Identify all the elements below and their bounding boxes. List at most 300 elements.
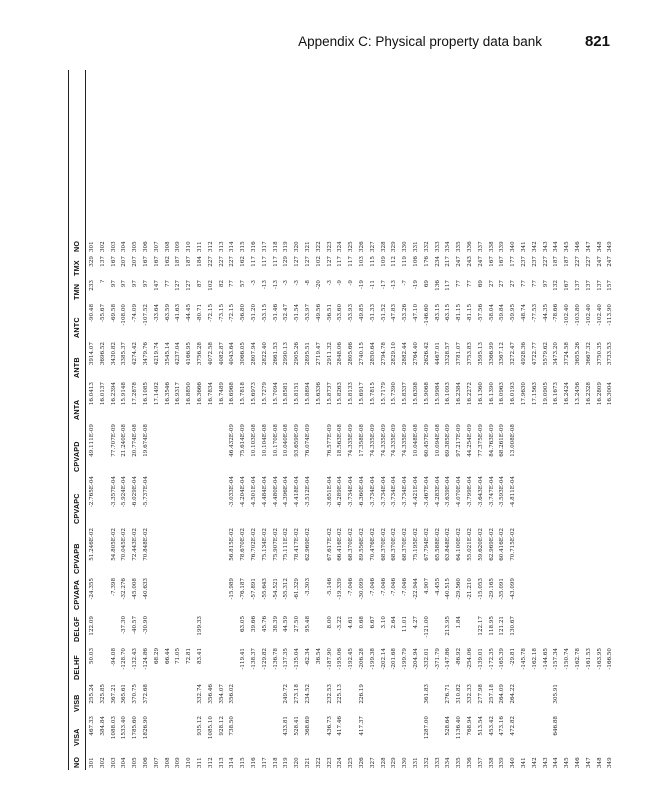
table-cell: -332.01 [423, 648, 430, 670]
table-cell: 74.335E-09 [348, 424, 355, 457]
table-cell: 365.61 [121, 684, 128, 704]
table-cell: -30.099 [359, 578, 365, 600]
table-cell: 15.9984 [434, 382, 441, 406]
table-cell: -44.45 [186, 304, 193, 322]
table-cell: 60.457E-09 [423, 424, 430, 457]
table-cell: 95.48 [305, 616, 311, 633]
table-cell: 136 [434, 280, 441, 291]
table-cell: -202.14 [380, 648, 387, 670]
table-cell: 10.094E-08 [434, 424, 441, 457]
column-header-no-14: NO [72, 240, 81, 252]
table-cell: 44.59 [283, 616, 290, 633]
table-cell: 39.66 [251, 616, 257, 633]
table-cell: 326 [359, 757, 365, 768]
table-cell: 528.41 [294, 716, 301, 736]
table-cell: 323 [326, 241, 333, 252]
table-cell: -201.68 [391, 648, 398, 670]
table-cell: 349 [607, 757, 614, 768]
table-cell: -29.560 [456, 578, 463, 600]
table-cell: 187 [175, 256, 182, 267]
table-cell: 2850.64 [369, 342, 376, 366]
table-cell: 316 [251, 241, 257, 252]
table-cell: 109 [380, 256, 387, 267]
table-cell: -33.64 [153, 304, 160, 322]
table-cell: 227 [207, 256, 214, 267]
table-cell: 305 [132, 757, 139, 768]
table-cell: 117 [261, 256, 268, 267]
table-cell: 77 [467, 280, 473, 288]
table-cell: -371.79 [434, 648, 441, 670]
table-cell: 76.702E-02 [251, 528, 257, 561]
table-cell: 74.335E-09 [369, 424, 376, 457]
table-cell: 129 [283, 256, 290, 267]
table-cell: -124.86 [143, 648, 149, 670]
table-cell: 82 [218, 280, 225, 288]
table-cell: 302 [99, 757, 106, 768]
table-cell: 187 [564, 256, 571, 267]
table-cell: -7 [402, 280, 409, 286]
table-cell: -53.60 [337, 304, 344, 322]
table-cell: -150.74 [564, 648, 571, 670]
table-cell: 70.476E-02 [369, 528, 376, 561]
table-cell: -30.90 [143, 616, 149, 634]
table-cell: 46.432E-09 [229, 424, 236, 457]
table-cell: 325.85 [99, 684, 106, 704]
table-cell: -7.046 [348, 578, 355, 596]
table-cell: -55.67 [99, 304, 106, 322]
table-cell: 15.7815 [369, 382, 376, 406]
table-cell: 333 [434, 241, 441, 252]
table-cell: 16.1390 [488, 382, 495, 406]
table-cell: 314 [229, 241, 236, 252]
table-cell: 337 [477, 757, 484, 768]
table-cell: 11.01 [402, 616, 409, 633]
table-cell: -199.79 [402, 648, 409, 670]
table-cell: 56.815E-02 [229, 528, 236, 561]
table-cell: 16.0413 [89, 382, 95, 406]
table-cell: -19 [359, 280, 365, 290]
table-cell: 928.12 [218, 716, 225, 736]
table-cell: 10.103E-08 [251, 424, 257, 457]
table-cell: 1088.03 [110, 716, 117, 740]
table-cell: 3479.76 [143, 342, 149, 366]
table-cell: -7.046 [369, 578, 376, 596]
table-cell: 3430.82 [110, 342, 117, 366]
table-cell: 310 [186, 241, 193, 252]
table-cell: 10.048E-08 [413, 424, 419, 457]
table-cell: -3.303 [305, 578, 311, 596]
table-cell: -113.90 [607, 304, 614, 326]
table-cell: 329 [89, 256, 95, 267]
table-cell: 319 [283, 757, 290, 768]
table-cell: 433.81 [283, 716, 290, 736]
table-cell: 77 [456, 280, 463, 288]
table-cell: -4.204E-04 [240, 476, 247, 508]
table-cell: -62.34 [305, 648, 311, 666]
table-cell: 273.18 [294, 684, 301, 704]
table-cell: -187.90 [326, 648, 333, 670]
table-cell: 234 [434, 256, 441, 267]
table-cell: 97 [132, 280, 139, 288]
table-cell: 249.72 [283, 684, 290, 704]
table-cell: 16.3546 [164, 382, 171, 406]
table-cell: 2805.66 [348, 342, 355, 366]
table-cell: 16.2809 [596, 382, 603, 406]
table-cell: 74.335E-09 [391, 424, 398, 457]
table-cell: 2822.40 [261, 342, 268, 366]
table-cell: 77 [229, 280, 236, 288]
column-header-anta-9: ANTA [72, 399, 81, 420]
table-cell: -137.35 [283, 648, 290, 670]
table-cell: -128.70 [121, 648, 128, 670]
table-cell: 10.104E-08 [261, 424, 268, 457]
table-cell: -80.71 [197, 304, 203, 322]
table-cell: 3667.32 [585, 342, 592, 366]
table-cell: 207 [132, 256, 139, 267]
table-cell: 15.8133 [348, 382, 355, 406]
property-data-table [68, 70, 613, 770]
table-cell: 69 [477, 280, 484, 288]
table-cell: 16.2384 [456, 382, 463, 406]
table-cell: -5.924E-04 [121, 476, 128, 508]
table-cell: 76.577E-09 [326, 424, 333, 457]
table-cell: -20 [315, 280, 322, 290]
table-cell: 276.71 [445, 684, 452, 704]
table-cell: -3 [283, 280, 290, 286]
table-cell: 27 [488, 280, 495, 288]
table-cell: 247 [607, 256, 614, 267]
table-cell: 68.370E-02 [402, 528, 409, 561]
table-cell: -13 [391, 280, 398, 290]
table-cell: -56.80 [240, 304, 247, 322]
table-cell: 1085.10 [207, 716, 214, 740]
table-cell: 127 [294, 256, 301, 267]
table-cell: 255.24 [89, 684, 95, 704]
table-cell: 15.8581 [283, 382, 290, 406]
table-cell: 77.375E-09 [477, 424, 484, 457]
table-cell: 177 [510, 256, 517, 267]
table-cell: 68.370E-02 [391, 528, 398, 561]
table-cell: 247 [456, 256, 463, 267]
table-cell: 334 [445, 757, 452, 768]
column-header-cpvapb-6: CPVAPB [72, 543, 81, 574]
table-cell: 335 [456, 241, 463, 252]
table-cell: 75.907E-02 [272, 528, 279, 561]
table-cell: -86.92 [456, 648, 463, 666]
table-cell: 328 [380, 241, 387, 252]
table-cell: 3696.52 [99, 342, 106, 366]
table-cell: 2661.53 [272, 342, 279, 366]
table-cell: 3385.37 [121, 342, 128, 366]
table-cell: 346 [575, 241, 581, 252]
table-cell: 367.21 [110, 684, 117, 704]
table-cell: 69 [423, 280, 430, 288]
column-header-cpvapa-5: CPVAPA [72, 579, 81, 610]
table-cell: 63.848E-02 [445, 528, 452, 561]
table-cell: ? [99, 280, 106, 283]
table-cell: 127 [186, 280, 193, 291]
table-cell: -3.734E-04 [369, 476, 376, 508]
table-cell: -55.312 [283, 578, 290, 600]
table-cell: 97 [143, 280, 149, 288]
table-cell: 331 [413, 241, 419, 252]
table-cell: 331 [413, 757, 419, 768]
table-cell: 1826.90 [143, 716, 149, 740]
table-cell: 243 [467, 256, 473, 267]
table-cell: 62.969E-02 [488, 528, 495, 561]
table-cell: 74.335E-09 [380, 424, 387, 457]
table-cell: 1533.40 [121, 716, 128, 740]
table-cell: 935.12 [197, 716, 203, 736]
table-cell: 3.10 [380, 616, 387, 629]
table-cell: -51.33 [369, 304, 376, 322]
table-cell: 207 [121, 256, 128, 267]
table-cell: 16.0193 [510, 382, 517, 406]
table-cell: 3756.28 [197, 342, 203, 366]
column-header-delhf-3: DELHF [72, 655, 81, 680]
table-cell: 344 [553, 757, 560, 768]
table-cell: 167 [499, 256, 506, 267]
table-cell: 247 [477, 256, 484, 267]
table-cell: -102.40 [596, 304, 603, 326]
table-cell: 2807.94 [251, 342, 257, 366]
table-cell: -157.34 [553, 648, 560, 670]
table-cell: -40.515 [445, 578, 452, 600]
table-cell: 137 [596, 280, 603, 291]
table-cell: -3.639E-04 [445, 476, 452, 508]
table-cell: 226.19 [359, 684, 365, 704]
table-cell: 247 [596, 256, 603, 267]
table-cell: 317 [261, 241, 268, 252]
table-cell: 3781.07 [456, 342, 463, 366]
table-cell: 167 [564, 280, 571, 291]
table-cell: 78.417E-02 [294, 528, 301, 561]
table-cell: 121.21 [499, 616, 506, 636]
table-cell: 310.82 [456, 684, 463, 704]
table-cell: -161.53 [585, 648, 592, 670]
table-cell: 347 [585, 757, 592, 768]
table-cell: 322 [315, 241, 322, 252]
table-cell: -172.35 [488, 648, 495, 670]
table-cell: 314 [229, 757, 236, 768]
table-cell: -81.15 [467, 304, 473, 322]
table-cell: 68.370E-02 [380, 528, 387, 561]
table-cell: 19.0905 [542, 382, 549, 406]
table-cell: 117 [445, 280, 452, 291]
table-cell: 17.1492 [153, 382, 160, 406]
table-cell: -8 [305, 280, 311, 286]
table-cell: 10.170E-08 [272, 424, 279, 457]
column-header-visb-2: VISB [72, 694, 81, 712]
table-cell: 70.715E-02 [510, 528, 517, 561]
table-cell: -102.40 [585, 304, 592, 326]
table-cell: 325 [348, 757, 355, 768]
table-cell: 15.8894 [305, 382, 311, 406]
table-cell: 89.556E-02 [359, 528, 365, 561]
table-cell: 27.50 [294, 616, 301, 633]
table-cell: 112 [391, 256, 398, 267]
table-cell: 13.008E-08 [510, 424, 517, 457]
page-header [0, 34, 648, 54]
table-cell: 318 [272, 241, 279, 252]
table-cell: 417.46 [337, 716, 344, 736]
table-cell: 3367.12 [499, 342, 506, 366]
table-cell: 127 [175, 280, 182, 291]
table-cell: 312 [207, 757, 214, 768]
table-cell: -119.41 [240, 648, 247, 670]
table-cell: 334 [445, 241, 452, 252]
table-cell: 16.3004 [607, 382, 614, 406]
table-cell: -3 [326, 280, 333, 286]
table-cell: 277.98 [477, 684, 484, 704]
table-cell: 348 [596, 757, 603, 768]
table-cell: 301 [89, 757, 95, 768]
table-cell: -7.046 [380, 578, 387, 596]
table-cell: 2829.10 [391, 342, 398, 366]
table-cell: 1136.40 [456, 716, 463, 740]
table-cell: -21.210 [467, 578, 473, 600]
table-cell: 528.64 [445, 716, 452, 736]
table-cell: 341 [521, 757, 527, 768]
table-cell: -254.06 [467, 648, 473, 670]
table-cell: 309 [175, 241, 182, 252]
rotated-table [68, 70, 613, 770]
table-cell: 4072.58 [207, 342, 214, 366]
table-cell: 117 [272, 256, 279, 267]
table-cell: 67.794E-02 [423, 528, 430, 561]
table-cell: 27 [510, 280, 517, 288]
table-cell: 436.73 [326, 716, 333, 736]
table-cell: -4.070E-04 [456, 476, 463, 508]
table-cell: -204.94 [413, 648, 419, 670]
table-cell: -165.39 [499, 648, 506, 670]
table-cell: -57.56 [477, 304, 484, 322]
table-cell: 348 [596, 241, 603, 252]
table-cell: 117 [337, 256, 344, 267]
table-cell: 16.1360 [477, 382, 484, 406]
table-cell: 64.100E-02 [456, 528, 463, 561]
table-cell: -78.66 [553, 304, 560, 322]
table-cell: -103.80 [575, 304, 581, 326]
table-cell: 338 [488, 757, 495, 768]
column-header-tmn-12: TMN [72, 283, 81, 300]
table-cell: 16.3666 [197, 382, 203, 406]
table-cell: 321 [305, 757, 311, 768]
column-header-cpvapd-8: CPVAPD [72, 441, 81, 472]
table-cell: -144.65 [542, 648, 549, 670]
table-cell: 2895.51 [305, 342, 311, 366]
table-cell: -5.146 [326, 578, 333, 596]
table-cell: -32.276 [121, 578, 128, 600]
table-cell: 51.246E-02 [89, 528, 95, 561]
table-cell: -94.08 [110, 648, 117, 666]
table-cell: -206.28 [359, 648, 365, 670]
table-cell: 76.074E-09 [305, 424, 311, 457]
table-cell: 340 [510, 757, 517, 768]
table-cell: -15.989 [229, 578, 236, 600]
table-cell: -7.398 [110, 578, 117, 596]
table-cell: -3.734E-04 [380, 476, 387, 508]
table-cell: 305.91 [553, 684, 560, 704]
table-cell: 4219.74 [153, 342, 160, 366]
table-cell: 316 [251, 757, 257, 768]
table-cell: -51.46 [272, 304, 279, 322]
table-cell: -166.50 [607, 648, 614, 670]
table-cell: 13.2456 [575, 382, 581, 406]
table-cell: -56.51 [326, 304, 333, 322]
table-cell: 303 [110, 241, 117, 252]
table-cell: -15.053 [477, 578, 484, 600]
table-cell: 227 [542, 256, 549, 267]
table-cell: 130.67 [510, 616, 517, 636]
table-cell: 176 [423, 256, 430, 267]
table-cell: -136.78 [272, 648, 279, 670]
table-cell: -13 [261, 280, 268, 290]
table-cell: -6.029E-04 [132, 476, 139, 508]
table-cell: -3.643E-04 [477, 476, 484, 508]
table-cell: 21.240E-08 [121, 424, 128, 457]
table-cell: 227 [229, 256, 236, 267]
table-cell: 75.195E-02 [413, 528, 419, 561]
table-cell: 237 [531, 256, 538, 267]
table-cell: 1287.00 [423, 716, 430, 740]
table-cell: 3328.57 [445, 342, 452, 366]
table-cell: 3750.35 [596, 342, 603, 366]
table-cell: 1785.60 [132, 716, 139, 740]
table-cell: 3366.99 [488, 342, 495, 366]
table-cell: 16.0137 [99, 382, 106, 406]
table-cell: -3 [294, 280, 301, 286]
table-cell: 70.848E-02 [143, 528, 149, 561]
table-cell: 16.7489 [218, 382, 225, 406]
table-cell: 303 [110, 757, 117, 768]
table-cell: -63.59 [164, 304, 171, 322]
table-cell: 384.84 [99, 716, 106, 736]
table-cell: -37.30 [121, 616, 128, 634]
table-cell: -73.15 [218, 304, 225, 322]
table-cell: 333 [434, 757, 441, 768]
table-cell: 74.335E-09 [402, 424, 409, 457]
table-cell: 15.8337 [402, 382, 409, 406]
table-cell: -3.651E-04 [326, 476, 333, 508]
table-cell: -49.85 [359, 304, 365, 322]
column-header-delgf-4: DELGF [72, 616, 81, 642]
table-cell: 304 [121, 241, 128, 252]
table-cell: 5579.62 [542, 342, 549, 366]
table-cell: -139.01 [477, 648, 484, 670]
table-cell: 328 [380, 757, 387, 768]
table-cell: 320 [294, 241, 301, 252]
table-cell: 321 [305, 241, 311, 252]
table-cell: 75.134E-02 [261, 528, 268, 561]
table-cell: 16.1673 [553, 382, 560, 406]
table-cell: 4.907 [423, 578, 430, 595]
table-cell: 65.588E-02 [434, 528, 441, 561]
table-cell: 87 [197, 280, 203, 288]
column-header-antb-10: ANTB [72, 357, 81, 378]
table-cell: -3.512E-04 [305, 476, 311, 508]
table-cell: 17.358E-08 [359, 424, 365, 457]
table-cell: 345 [564, 241, 571, 252]
table-cell: 372.68 [143, 684, 149, 704]
table-cell: 336 [467, 757, 473, 768]
table-cell: 2764.40 [413, 342, 419, 366]
table-cell: 473.16 [499, 716, 506, 736]
table-cell: 346 [575, 757, 581, 768]
table-cell: -163.95 [596, 648, 603, 670]
table-cell: -47.83 [391, 304, 398, 322]
table-cell: -81.15 [456, 304, 463, 322]
